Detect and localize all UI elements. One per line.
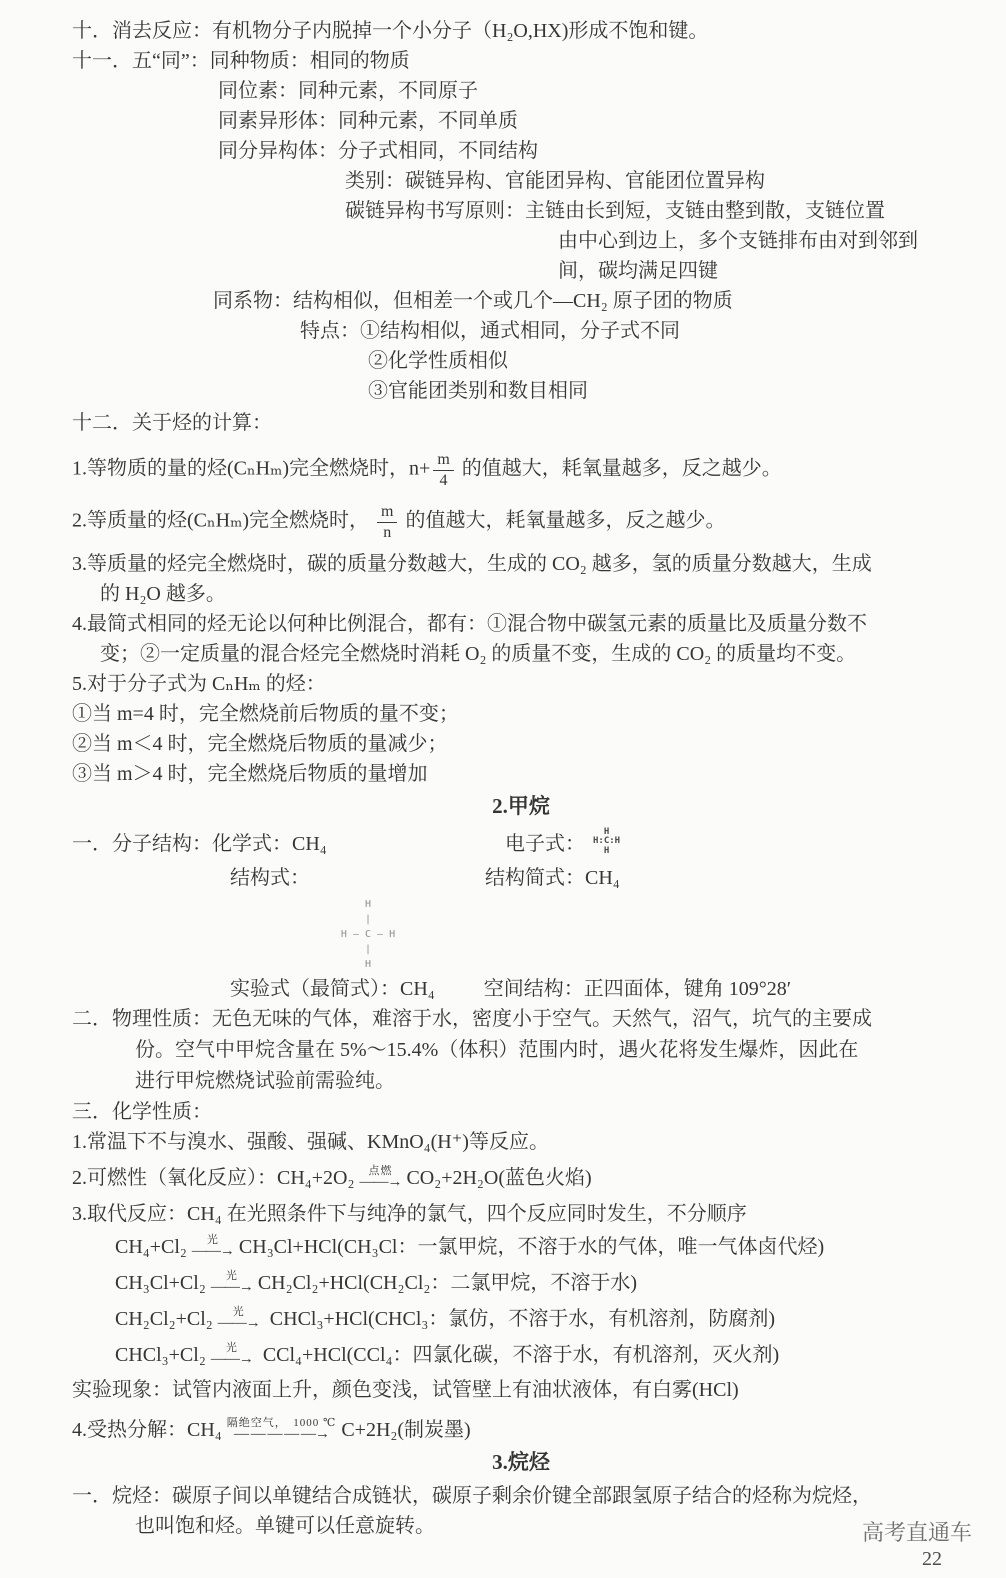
homolog-feature-3: ③官能团类别和数目相同: [368, 380, 588, 402]
fraction-denominator: n: [383, 523, 392, 541]
reaction-condition: 隔绝空气， 1000 ℃: [226, 1416, 337, 1429]
calc-line-5: 5.对于分子式为 CₙHₘ 的烃：: [72, 673, 326, 696]
decomposition-post: C+2H₂(制炭墨): [341, 1419, 471, 1442]
lewis-middle: H:C:H: [593, 836, 621, 847]
calc-line-5-3: ③当 m＞4 时，完全燃烧后物质的量增加: [72, 763, 428, 786]
arrow-shaft: ——→: [359, 1173, 402, 1190]
reaction-arrow-icon: [211, 1343, 253, 1367]
chemical-property-1: 1.常温下不与溴水、强酸、强碱、KMnO₄(H⁺)等反应。: [72, 1131, 549, 1154]
chain-rule-line-2: 由中心到边上，多个支链排布由对到邻到: [558, 230, 918, 252]
combustion-post: CO₂+2H₂O(蓝色火焰): [406, 1167, 592, 1190]
reaction-post: CCl₄+HCl(CCl₄：四氯化碳，不溶于水，有机溶剂，灭火剂): [257, 1344, 780, 1367]
reaction-pre: CH₄+Cl₂: [115, 1236, 187, 1259]
isomer-types-line: 类别：碳链异构、官能团异构、官能团位置异构: [345, 170, 765, 192]
reaction-arrow-icon: [192, 1235, 234, 1259]
calc2-post: 的值越大，耗氧量越多，反之越少。: [400, 509, 726, 532]
calc2-pre: 2.等质量的烃(CₙHₘ)完全燃烧时，: [72, 509, 375, 532]
reaction-condition: 光: [232, 1305, 245, 1318]
methane-section-title: 2.甲烷: [492, 794, 550, 819]
lewis-top-h: H: [603, 826, 610, 837]
substitution-reaction-3: [72, 1301, 970, 1337]
allotrope-line: 同素异形体：同种元素，不同单质: [218, 110, 518, 132]
chain-rule-line-3: 间，碳均满足四键: [558, 260, 718, 282]
decomposition-pre: 4.受热分解：CH₄: [72, 1419, 222, 1442]
reaction-post: CH₂Cl₂+HCl(CH₂Cl₂：二氯甲烷，不溶于水): [257, 1272, 638, 1295]
structural-formula-diagram: [300, 897, 436, 972]
substitution-reaction-1: [72, 1229, 970, 1265]
empirical-formula-line: [72, 974, 970, 1004]
decomposition-line: [72, 1415, 970, 1445]
combustion-pre: 2.可燃性（氧化反应）：CH₄+2O₂: [72, 1167, 355, 1190]
reaction-pre: CH₃Cl+Cl₂: [115, 1272, 206, 1295]
brand-watermark: 高考直通车: [861, 1520, 972, 1545]
physical-properties-line-2: 份。空气中甲烷含量在 5%～15.4%（体积）范围内时，遇火花将发生爆炸，因此在: [135, 1039, 859, 1062]
calc-line-4b: 变；②一定质量的混合烃完全燃烧时消耗 O₂ 的质量不变，生成的 CO₂ 的质量均不变。: [100, 643, 857, 666]
substitution-header: 3.取代反应：CH₄ 在光照条件下与纯净的氯气，四个反应同时发生，不分顺序: [72, 1203, 747, 1226]
homolog-feature-2: ②化学性质相似: [368, 350, 508, 372]
structural-formula-label: 结构式：: [230, 867, 310, 890]
chemical-properties-header: 三．化学性质：: [72, 1101, 212, 1124]
arrow-shaft: ——→: [210, 1350, 253, 1367]
reaction-condition: 光: [206, 1233, 219, 1246]
electron-formula-group: [505, 826, 621, 860]
reaction-pre: CHCl₃+Cl₂: [115, 1344, 206, 1367]
fraction-numerator: m: [433, 451, 453, 471]
fraction-numerator: m: [377, 503, 397, 523]
bond-icon: |: [364, 914, 372, 926]
alkane-definition-line-1: 一．烷烃：碳原子间以单键结合成链状，碳原子剩余价键全部跟氢原子结合的烃称为烷烃，: [72, 1485, 872, 1508]
calc1-pre: 1.等物质的量的烃(CₙHₘ)完全燃烧时，n+: [72, 457, 431, 480]
reaction-arrow-icon: [211, 1271, 253, 1295]
calc-header: 十二．关于烃的计算：: [72, 412, 272, 434]
empirical-formula-label: 实验式（最简式）：CH₄: [230, 978, 435, 1001]
calc1-post: 的值越大，耗氧量越多，反之越少。: [456, 457, 782, 480]
reaction-condition: 光: [225, 1269, 238, 1282]
calc-line-5-2: ②当 m＜4 时，完全燃烧后物质的量减少；: [72, 733, 448, 756]
isomer-line: 同分异构体：分子式相同，不同结构: [218, 140, 538, 162]
reaction-post: CH₃Cl+HCl(CH₃Cl：一氯甲烷，不溶于水的气体，唯一气体卤代烃): [238, 1236, 825, 1259]
reaction-condition: 点燃: [368, 1164, 393, 1177]
page-number: 22: [922, 1548, 942, 1570]
calc-line-3a: 3.等质量的烃完全燃烧时，碳的质量分数越大，生成的 CO₂ 越多，氢的质量分数越大，生成: [72, 553, 872, 576]
calc-line-4a: 4.最简式相同的烃无论以何种比例混合，都有：①混合物中碳氢元素的质量比及质量分数不: [72, 613, 867, 636]
reaction-arrow-icon: [218, 1307, 260, 1331]
lewis-bottom-h: H: [603, 845, 610, 856]
substitution-reaction-4: [72, 1337, 970, 1373]
homolog-line: 同系物：结构相似，但相差一个或几个—CH₂ 原子团的物质: [213, 290, 733, 312]
substitution-reaction-2: [72, 1265, 970, 1301]
calc-line-3b: 的 H₂O 越多。: [100, 583, 226, 606]
calc-line-1: [72, 451, 970, 489]
structural-bottom-h: H: [364, 959, 372, 971]
arrow-shaft: ——→: [210, 1278, 253, 1295]
chain-rule-line-1: 碳链异构书写原则：主链由长到短，支链由整到散，支链位置: [345, 200, 885, 222]
reaction-pre: CH₂Cl₂+Cl₂: [115, 1308, 213, 1331]
physical-properties-line-1: 二．物理性质：无色无味的气体，难溶于水，密度小于空气。天然气，沼气，坑气的主要成: [72, 1008, 872, 1031]
elimination-reaction-line: 十．消去反应：有机物分子内脱掉一个小分子（H₂O,HX)形成不饱和键。: [72, 20, 709, 42]
combustion-line: [72, 1163, 970, 1193]
calc-line-5-1: ①当 m=4 时，完全燃烧前后物质的量不变；: [72, 703, 459, 726]
arrow-shaft: ——→: [217, 1314, 260, 1331]
spatial-structure-label: 空间结构：正四面体，键角 109°28′: [483, 978, 792, 1001]
reaction-arrow-icon: [359, 1166, 401, 1190]
chemical-formula-label: 一．分子结构：化学式：CH₄: [72, 833, 327, 856]
fraction-denominator: 4: [439, 471, 448, 489]
fraction-m-over-4: [433, 451, 453, 489]
bond-icon: |: [364, 944, 372, 956]
alkane-section-title: 3.烷烃: [492, 1450, 550, 1475]
electron-formula-label: 电子式：: [505, 833, 585, 856]
alkane-definition-line-2: 也叫饱和烃。单键可以任意旋转。: [135, 1515, 435, 1538]
structural-top-h: H: [364, 899, 372, 911]
reaction-post: CHCl₃+HCl(CHCl₃：氯仿，不溶于水，有机溶剂，防腐剂): [264, 1308, 776, 1331]
experiment-phenomenon-line: 实验现象：试管内液面上升，颜色变浅，试管壁上有油状液体，有白雾(HCl): [72, 1379, 739, 1402]
structural-formula-line: [72, 863, 970, 893]
lewis-structure: [593, 828, 620, 856]
page-footer: [862, 1520, 972, 1572]
reaction-condition: 光: [225, 1341, 238, 1354]
five-same-header: 十一．五“同”：同种物质：相同的物质: [72, 50, 410, 72]
arrow-shaft: — — — — —→: [234, 1425, 330, 1442]
calc-line-2: [72, 503, 970, 541]
condensed-formula-label: 结构简式：CH₄: [485, 867, 620, 890]
isotope-line: 同位素：同种元素，不同原子: [218, 80, 478, 102]
reaction-arrow-icon: [227, 1418, 337, 1442]
structural-middle-row: H — C — H: [340, 929, 396, 941]
physical-properties-line-3: 进行甲烷燃烧试验前需验纯。: [135, 1070, 395, 1093]
fraction-m-over-n: [377, 503, 397, 541]
homolog-feature-1: 特点：①结构相似，通式相同，分子式不同: [300, 320, 680, 342]
arrow-shaft: ——→: [191, 1242, 234, 1259]
molecular-structure-line: [72, 826, 970, 863]
